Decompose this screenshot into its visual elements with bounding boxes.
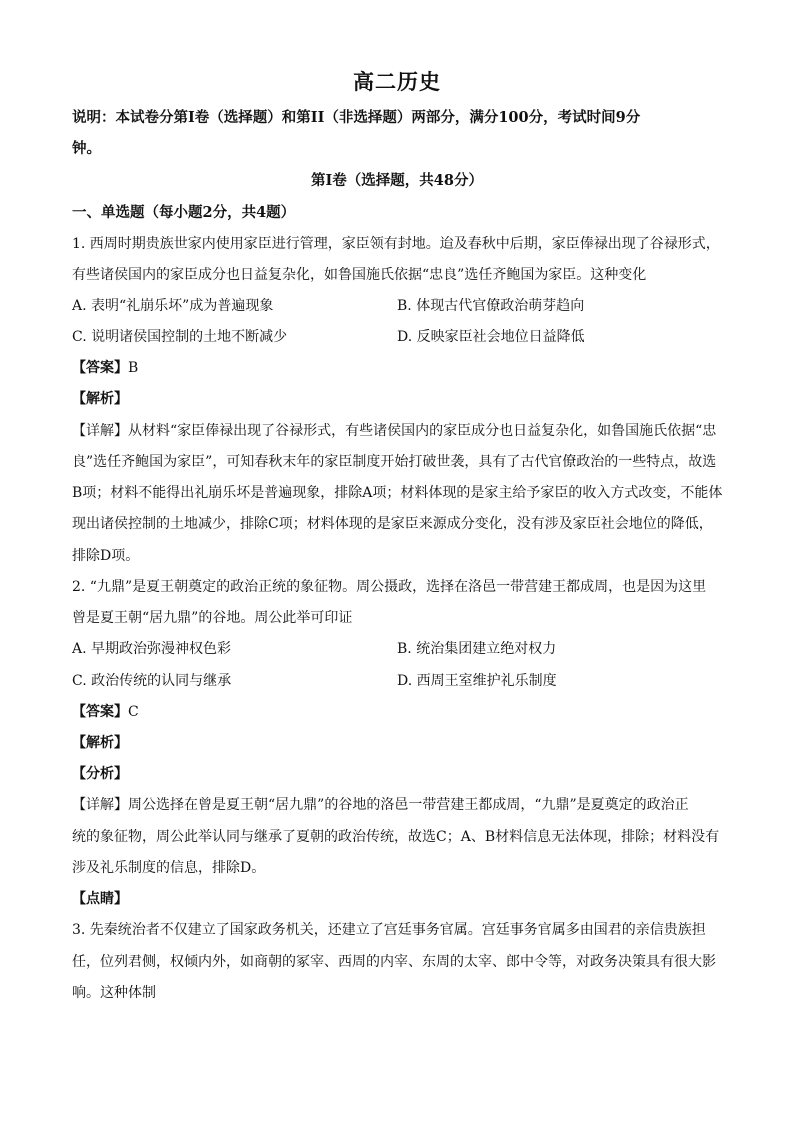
q1-answer-label: 【答案】 (72, 360, 128, 376)
part-title: 一、单选题（每小题2分，共4题） (72, 204, 296, 221)
exam-instructions (72, 102, 722, 164)
q3-stem-line-3: 响。这种体制 (72, 985, 156, 1001)
q1-analysis-label: 【解析】 (72, 391, 128, 407)
q1-detail-line-5: 排除D项。 (72, 548, 140, 564)
q1-detail-line-3: B项；材料不能得出礼崩乐坏是普遍现象，排除A项；材料体现的是家主给予家臣的收入方式改变，不能体 (72, 485, 723, 501)
q2-option-b: B. 统治集团建立绝对权力 (397, 641, 557, 657)
q2-detail-line-3: 涉及礼乐制度的信息，排除D。 (72, 860, 266, 876)
q1-answer-value: B (128, 360, 139, 376)
q2-option-c: C. 政治传统的认同与继承 (72, 673, 232, 689)
q2-dianjing-label: 【点睛】 (72, 891, 128, 907)
q1-option-a: A. 表明“礼崩乐坏”成为普遍现象 (72, 298, 274, 314)
q1-detail-line-2: 良”选任齐鲍国为家臣”，可知春秋末年的家臣制度开始打破世袭，具有了古代官僚政治的一些特点，故选 (72, 454, 717, 470)
q1-stem-line-2: 有些诸侯国内的家臣成分也日益复杂化，如鲁国施氏依据“忠良”选任齐鲍国为家臣。这种变化 (72, 267, 647, 283)
q1-detail-line-1: 【详解】从材料“家臣俸禄出现了谷禄形式，有些诸侯国内的家臣成分也日益复杂化，如鲁国施氏依据“忠 (72, 423, 717, 439)
q2-option-d: D. 西周王室维护礼乐制度 (397, 673, 557, 689)
q2-fenxi-label: 【分析】 (72, 766, 128, 782)
instructions-line-2: 钟。 (72, 140, 101, 157)
q2-answer-label: 【答案】 (72, 704, 128, 720)
q1-answer (72, 358, 724, 378)
q2-stem-line-2: 曾是夏王朝“居九鼎”的谷地。周公此举可印证 (72, 610, 353, 626)
q1-option-b: B. 体现古代官僚政治萌芽趋向 (397, 298, 585, 314)
q2-stem-line-1: 2. “九鼎”是夏王朝奠定的政治正统的象征物。周公摄政，选择在洛邑一带营建王都成周，也是因为这里 (72, 579, 707, 595)
page-title: 高二历史 (353, 69, 441, 94)
q3-stem-line-1: 3. 先秦统治者不仅建立了国家政务机关，还建立了宫廷事务官属。宫廷事务官属多由国君的亲信贵族担 (72, 922, 706, 938)
q2-option-a: A. 早期政治弥漫神权色彩 (72, 641, 232, 657)
q2-answer (72, 702, 724, 722)
q1-option-d: D. 反映家臣社会地位日益降低 (397, 329, 585, 345)
q3-stem-line-2: 任，位列君侧，权倾内外，如商朝的冢宰、西周的内宰、东周的太宰、郎中令等，对政务决策具有很大影 (72, 954, 716, 970)
q1-stem-line-1: 1. 西周时期贵族世家内使用家臣进行管理，家臣领有封地。迨及春秋中后期，家臣俸禄出现了谷禄形式， (72, 236, 720, 252)
q2-analysis-label: 【解析】 (72, 735, 128, 751)
section-title: 第Ⅰ卷（选择题，共48分） (311, 172, 483, 189)
q2-detail-line-2: 统的象征物，周公此举认同与继承了夏朝的政治传统，故选C；A、B材料信息无法体现，排除；材料没有 (72, 829, 720, 845)
instructions-line-1: 说明：本试卷分第Ⅰ卷（选择题）和第II（非选择题）两部分，满分100分，考试时间9分 (72, 109, 641, 126)
q1-option-c: C. 说明诸侯国控制的土地不断减少 (72, 329, 288, 345)
q2-answer-value: C (128, 704, 139, 720)
q1-detail-line-4: 现出诸侯控制的土地减少，排除C项；材料体现的是家臣来源成分变化，没有涉及家臣社会地位的降低， (72, 516, 713, 532)
q2-detail-line-1: 【详解】周公选择在曾是夏王朝“居九鼎”的谷地的洛邑一带营建王都成周，“九鼎”是夏奠定的政治正 (72, 797, 689, 813)
